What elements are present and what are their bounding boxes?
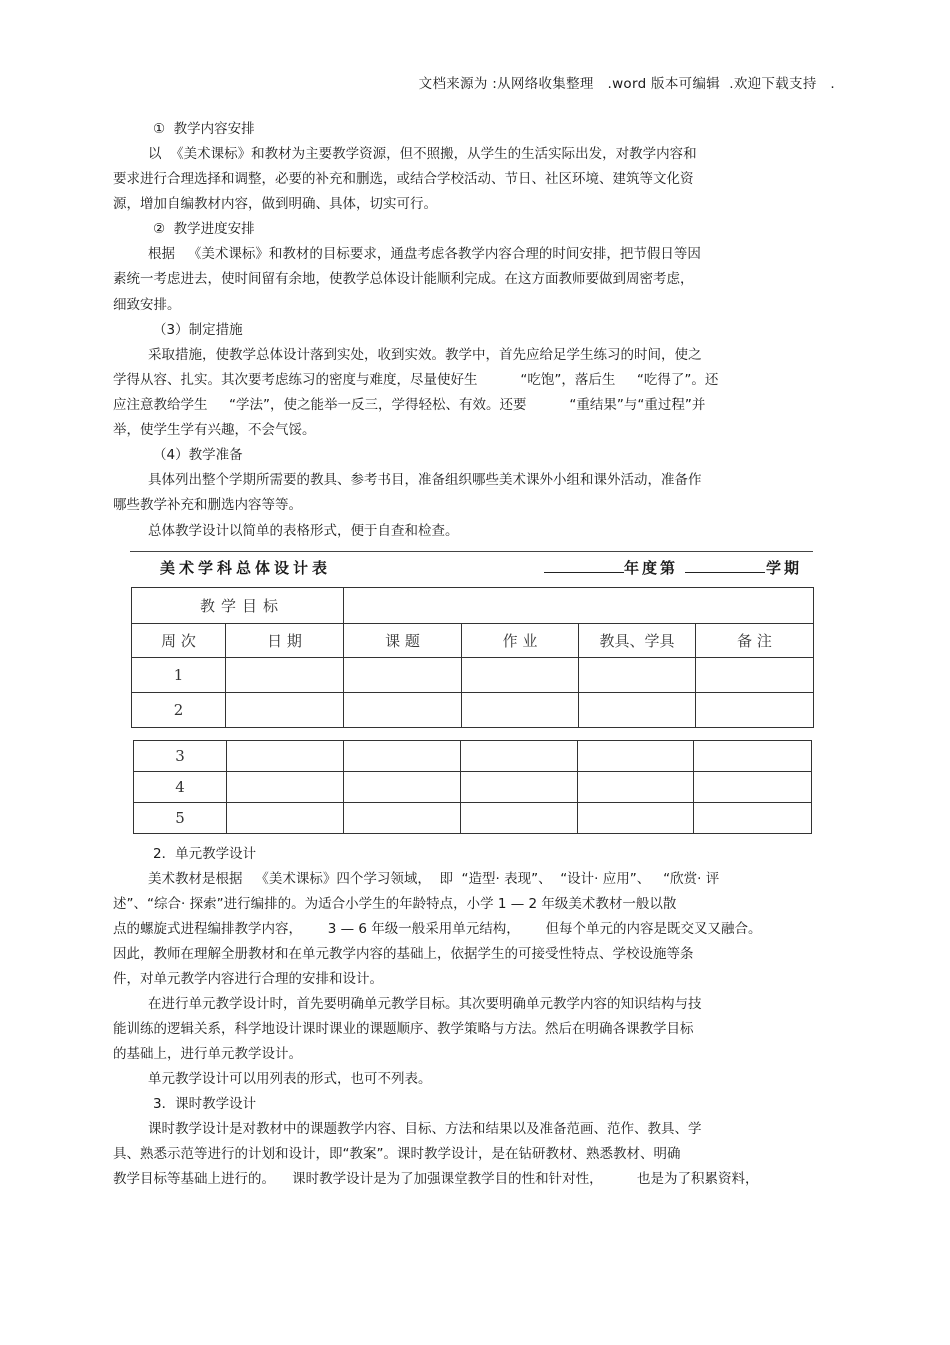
table-cell (579, 693, 696, 728)
paragraph-line: 以 《美术课标》和教材为主要教学资源，但不照搬，从学生的生活实际出发，对教学内容和 (148, 146, 697, 162)
table-cell (696, 658, 814, 693)
table-cell (694, 741, 812, 772)
term-label: 学期 (766, 559, 803, 577)
table-row (132, 658, 814, 693)
week-number: 1 (132, 658, 226, 693)
table-cell (462, 658, 579, 693)
table-cell (694, 803, 812, 834)
table-cell (344, 772, 461, 803)
teaching-goal-cell (344, 588, 814, 624)
table-cell (226, 693, 344, 728)
heading-preparation: （4）教学准备 (153, 447, 243, 463)
design-table-title: 美术学科总体设计表 (160, 559, 332, 577)
paragraph-line: 单元教学设计可以用列表的形式，也可不列表。 (148, 1071, 432, 1087)
header-teaching-aids: 教具、学具 (579, 624, 696, 658)
paragraph-line: 具、熟悉示范等进行的计划和设计，即“教案”。课时教学设计，是在钻研教材、熟悉教材、明确 (113, 1146, 681, 1162)
week-number: 3 (134, 741, 227, 772)
paragraph-line: 学得从容、扎实。其次要考虑练习的密度与难度，尽量使好生 “吃饱”，落后生 “吃得了”。还 (113, 372, 719, 388)
table-cell (227, 772, 344, 803)
table-cell (578, 772, 694, 803)
heading-unit-design: 2．单元教学设计 (153, 846, 257, 862)
table-row (134, 772, 812, 803)
table-row (134, 741, 812, 772)
paragraph-line: 美术教材是根据 《美术课标》四个学习领域， 即 “造型· 表现”、 “设计· 应用”、 “欣赏· 评 (148, 871, 720, 887)
paragraph-line: 具体列出整个学期所需要的教具、参考书目，准备组织哪些美术课外小组和课外活动，准备作 (148, 472, 702, 488)
heading-measures: （3）制定措施 (153, 322, 243, 338)
paragraph-line: 能训练的逻辑关系，科学地设计课时课业的课题顺序、教学策略与方法。然后在明确各课教学目标 (113, 1021, 694, 1037)
paragraph-line: 的基础上，进行单元教学设计。 (113, 1046, 302, 1062)
paragraph-line: 在进行单元教学设计时，首先要明确单元教学目标。其次要明确单元教学内容的知识结构与技 (148, 996, 702, 1012)
paragraph-line: 细致安排。 (113, 297, 181, 313)
table-cell (578, 741, 694, 772)
table-cell (579, 658, 696, 693)
year-blank (544, 572, 624, 573)
table-cell (226, 658, 344, 693)
paragraph-line: 哪些教学补充和删选内容等等。 (113, 497, 302, 513)
week-number: 5 (134, 803, 227, 834)
paragraph-line: 采取措施，使教学总体设计落到实处，收到实效。教学中，首先应给足学生练习的时间，使之 (148, 347, 702, 363)
paragraph-line: 源，增加自编教材内容，做到明确、具体，切实可行。 (113, 196, 437, 212)
page-header: 文档来源为 :从网络收集整理 .word 版本可编辑 .欢迎下载支持 . (418, 76, 835, 92)
teaching-goal-label: 教学目标 (132, 588, 344, 624)
paragraph-line: 件，对单元教学内容进行合理的安排和设计。 (113, 971, 383, 987)
paragraph-line: 应注意教给学生 “学法”，使之能举一反三，学得轻松、有效。还要 “重结果”与“重过程”并 (113, 397, 706, 413)
week-number: 2 (132, 693, 226, 728)
table-cell (344, 658, 462, 693)
year-label: 年度第 (624, 559, 679, 577)
paragraph-line: 课时教学设计是对教材中的课题教学内容、目标、方法和结果以及准备范画、范作、教具、学 (148, 1121, 702, 1137)
paragraph-line: 根据 《美术课标》和教材的目标要求，通盘考虑各教学内容合理的时间安排，把节假日等因 (148, 246, 701, 262)
table-cell (462, 693, 579, 728)
heading-lesson-design: 3．课时教学设计 (153, 1096, 257, 1112)
paragraph-line: 素统一考虑进去，使时间留有余地，使教学总体设计能顺利完成。在这方面教师要做到周密考虑， (113, 271, 694, 287)
paragraph-line: 举，使学生学有兴趣，不会气馁。 (113, 422, 316, 438)
table-cell (461, 772, 578, 803)
header-week: 周 次 (132, 624, 226, 658)
term-blank (685, 572, 765, 573)
table-row (134, 803, 812, 834)
table-row (132, 693, 814, 728)
header-remarks: 备 注 (696, 624, 814, 658)
table-cell (461, 803, 578, 834)
table-cell (578, 803, 694, 834)
table-cell (694, 772, 812, 803)
table-cell (227, 803, 344, 834)
design-table-bottom (133, 740, 812, 834)
paragraph-line: 要求进行合理选择和调整，必要的补充和删选，或结合学校活动、节日、社区环境、建筑等文化资 (113, 171, 694, 187)
paragraph-line: 教学目标等基础上进行的。 课时教学设计是为了加强课堂教学目的性和针对性， 也是为了积累资料， (113, 1171, 759, 1187)
paragraph-line: 点的螺旋式进程编排教学内容， 3 — 6 年级一般采用单元结构， 但每个单元的内容是既交叉又融合。 (113, 921, 762, 937)
table-cell (344, 803, 461, 834)
week-number: 4 (134, 772, 227, 803)
design-table-top (131, 587, 814, 728)
table-cell (344, 741, 461, 772)
paragraph-line: 述”、“综合· 探索”进行编排的。为适合小学生的年龄特点，小学 1 — 2 年级美术教材一般以散 (113, 896, 677, 912)
header-date: 日 期 (226, 624, 344, 658)
table-cell (227, 741, 344, 772)
paragraph-line: 因此，教师在理解全册教材和在单元教学内容的基础上，依据学生的可接受性特点、学校设施等条 (113, 946, 694, 962)
header-homework: 作 业 (462, 624, 579, 658)
header-topic: 课 题 (344, 624, 462, 658)
heading-progress-arrangement: ② 教学进度安排 (153, 221, 255, 237)
design-table-title-row (130, 551, 813, 586)
heading-content-arrangement: ① 教学内容安排 (153, 121, 255, 137)
table-cell (461, 741, 578, 772)
table-cell (696, 693, 814, 728)
table-cell (344, 693, 462, 728)
paragraph-line: 总体教学设计以简单的表格形式，便于自查和检查。 (148, 523, 459, 539)
